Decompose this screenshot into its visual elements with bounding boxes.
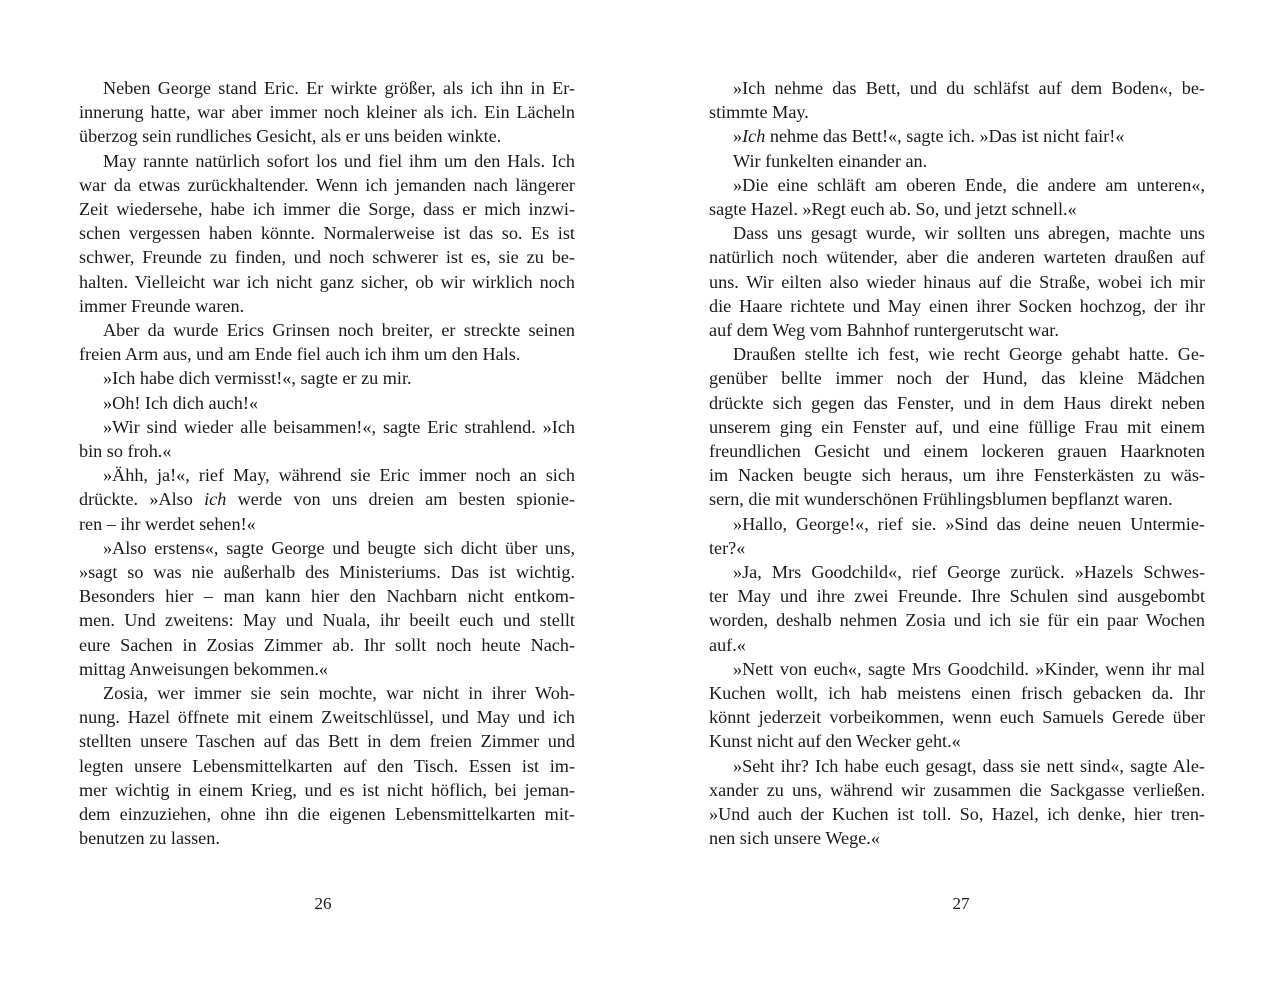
text-line: bin so froh.« — [79, 441, 172, 462]
text-line: im Nacken beugte sich heraus, um ihre Fensterkästen zu wäs- — [709, 465, 1205, 486]
text-line: eure Sachen in Zosias Zimmer ab. Ihr sollt noch heute Nach- — [79, 634, 575, 655]
text-line: auf dem Weg vom Bahnhof runtergerutscht war. — [709, 320, 1059, 341]
text-line: benutzen zu lassen. — [79, 828, 220, 849]
text-line: »Nett von euch«, sagte Mrs Goodchild. »Kinder, wenn ihr mal — [733, 658, 1205, 679]
text-line: dem einzuziehen, ohne ihn die eigenen Lebensmittelkarten mit- — [79, 804, 575, 825]
text-line: »Seht ihr? Ich habe euch gesagt, dass sie nett sind«, sagte Ale- — [733, 755, 1205, 776]
text-line: mer wichtig in einem Krieg, und es ist nicht höflich, bei jeman- — [79, 779, 575, 800]
text-line: legten unsere Lebensmittelkarten auf den Tisch. Essen ist im- — [79, 755, 575, 776]
text-line: worden, deshalb nehmen Zosia und ich sie für ein paar Wochen — [709, 610, 1205, 631]
text-line: »Wir sind wieder alle beisammen!«, sagte Eric strahlend. »Ich — [103, 416, 575, 437]
text-line: innerung hatte, war aber immer noch kleiner als ich. Ein Lächeln — [79, 102, 575, 123]
text-line: Kuchen wollt, ich hab meistens einen frisch gebacken da. Ihr — [709, 683, 1205, 704]
text-line: Draußen stellte ich fest, wie recht George gehabt hatte. Ge- — [733, 344, 1205, 365]
text-line: drückte. »Also ich werde von uns dreien am besten spionie- — [79, 489, 575, 510]
text-line: stellten unsere Taschen auf das Bett in dem freien Zimmer und — [79, 731, 575, 752]
text-line: freien Arm aus, und am Ende fiel auch ich ihm um den Hals. — [79, 344, 521, 365]
text-line: halten. Vielleicht war ich nicht ganz sicher, ob wir wirklich noch — [79, 271, 575, 292]
left-page-text — [79, 76, 575, 851]
text-line: stimmte May. — [709, 102, 809, 123]
text-line: überzog sein rundliches Gesicht, als er uns beiden winkte. — [79, 126, 502, 147]
text-line: schwer, Freunde zu finden, und noch schwerer ist es, sie zu be- — [79, 247, 575, 268]
text-line: genüber bellte immer noch der Hund, das kleine Mädchen — [709, 368, 1205, 389]
text-line: unserem ging ein Fenster auf, und eine füllige Frau mit einem — [709, 416, 1205, 437]
text-line: »Ja, Mrs Goodchild«, rief George zurück. »Hazels Schwes- — [733, 562, 1205, 583]
text-line: »Hallo, George!«, rief sie. »Sind das deine neuen Untermie- — [733, 513, 1205, 534]
text-line: »Oh! Ich dich auch!« — [103, 392, 259, 413]
emphasis: Ich — [742, 126, 766, 147]
text-line: nen sich unsere Wege.« — [709, 828, 880, 849]
text-line: Besonders hier – man kann hier den Nachbarn nicht entkom- — [79, 586, 575, 607]
text-line: »Also erstens«, sagte George und beugte sich dicht über uns, — [103, 537, 575, 558]
text-line: ren – ihr werdet sehen!« — [79, 513, 256, 534]
text-line: auf.« — [709, 634, 746, 655]
text-line: men. Und zweitens: May und Nuala, ihr beeilt euch und stellt — [79, 610, 575, 631]
text-line: »Und auch der Kuchen ist toll. So, Hazel, ich denke, hier tren- — [709, 804, 1205, 825]
text-line: ter May und ihre zwei Freunde. Ihre Schulen sind ausgebombt — [709, 586, 1205, 607]
text-line: Wir funkelten einander an. — [733, 150, 928, 171]
text-line: Kunst nicht auf den Wecker geht.« — [709, 731, 961, 752]
page-number: 27 — [952, 894, 970, 913]
text-line: freundlichen Gesicht und einem lockeren grauen Haarknoten — [709, 441, 1205, 462]
text-line: nung. Hazel öffnete mit einem Zweitschlüssel, und May und ich — [79, 707, 575, 728]
text-line: natürlich noch wütender, aber die anderen warteten draußen auf — [709, 247, 1205, 268]
text-line: »Ich habe dich vermisst!«, sagte er zu mir. — [103, 368, 412, 389]
emphasis: ich — [204, 489, 227, 510]
text-line: immer Freunde waren. — [79, 295, 245, 316]
right-page — [642, 0, 1285, 1000]
text-line: »Die eine schläft am oberen Ende, die andere am unteren«, — [733, 174, 1205, 195]
text-line: die Haare richtete und May einen ihrer Socken hochzog, der ihr — [709, 295, 1205, 316]
text-line: Dass uns gesagt wurde, wir sollten uns abregen, machte uns — [733, 223, 1205, 244]
left-page — [0, 0, 642, 1000]
right-page-text — [709, 76, 1205, 851]
text-line: »sagt so was nie außerhalb des Ministeriums. Das ist wichtig. — [79, 562, 575, 583]
text-line: war da etwas zurückhaltender. Wenn ich jemanden nach längerer — [79, 174, 575, 195]
text-line: »Ich nehme das Bett, und du schläfst auf dem Boden«, be- — [733, 78, 1205, 98]
text-line: drückte sich gegen das Fenster, und in dem Haus direkt neben — [709, 392, 1205, 413]
text-line: Zeit wiedersehe, habe ich immer die Sorge, dass er mich inzwi- — [79, 199, 575, 220]
text-line: Neben George stand Eric. Er wirkte größer, als ich ihn in Er- — [103, 78, 575, 98]
text-line: »Ich nehme das Bett!«, sagte ich. »Das ist nicht fair!« — [733, 126, 1125, 147]
text-line: könnt jederzeit vorbeikommen, wenn euch Samuels Gerede über — [709, 707, 1205, 728]
text-line: Aber da wurde Erics Grinsen noch breiter, er streckte seinen — [103, 320, 575, 341]
text-line: sern, die mit wunderschönen Frühlingsblumen bepflanzt waren. — [709, 489, 1173, 510]
text-line: xander zu uns, während wir zusammen die Sackgasse verließen. — [709, 779, 1205, 800]
text-line: May rannte natürlich sofort los und fiel ihm um den Hals. Ich — [103, 150, 575, 171]
text-line: »Ähh, ja!«, rief May, während sie Eric immer noch an sich — [103, 465, 575, 486]
text-line: mittag Anweisungen bekommen.« — [79, 658, 329, 679]
text-line: sagte Hazel. »Regt euch ab. So, und jetzt schnell.« — [709, 199, 1077, 220]
page-number: 26 — [314, 894, 332, 913]
text-line: ter?« — [709, 537, 746, 558]
text-line: Zosia, wer immer sie sein mochte, war nicht in ihrer Woh- — [103, 683, 575, 704]
text-line: schen vergessen haben könnte. Normalerweise ist das so. Es ist — [79, 223, 575, 244]
text-line: uns. Wir eilten also wieder hinaus auf die Straße, wobei ich mir — [709, 271, 1205, 292]
